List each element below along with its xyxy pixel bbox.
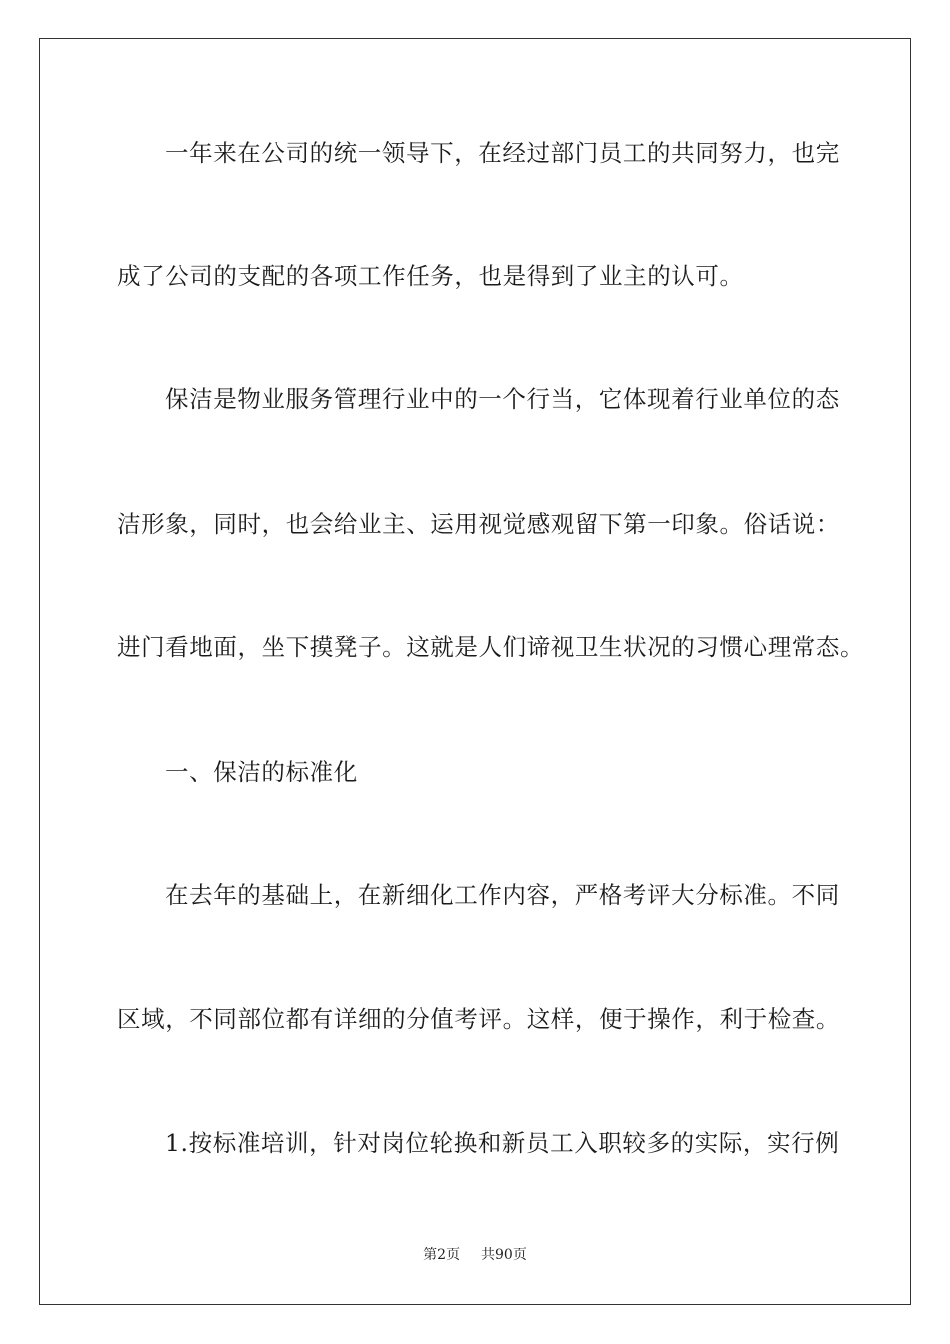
paragraph-line: 1.按标准培训，针对岗位轮换和新员工入职较多的实际，实行例: [165, 1129, 840, 1157]
paragraph-line: 在去年的基础上，在新细化工作内容，严格考评大分标准。不同: [165, 881, 840, 909]
paragraph-line: 区域，不同部位都有详细的分值考评。这样，便于操作，利于检查。: [117, 1005, 840, 1033]
paragraph-line: 保洁是物业服务管理行业中的一个行当，它体现着行业单位的态: [165, 385, 840, 413]
page-total: 共90页: [481, 1247, 527, 1263]
paragraph-line: 一年来在公司的统一领导下，在经过部门员工的共同努力，也完: [165, 139, 840, 167]
section-heading: 一、保洁的标准化: [165, 758, 358, 786]
paragraph-line: 进门看地面，坐下摸凳子。这就是人们谛视卫生状况的习惯心理常态。: [117, 633, 865, 661]
paragraph-line: 洁形象，同时，也会给业主、运用视觉感观留下第一印象。俗话说：: [117, 510, 840, 538]
page-number: 第2页: [423, 1247, 461, 1263]
paragraph-line: 成了公司的支配的各项工作任务，也是得到了业主的认可。: [117, 262, 744, 290]
page-border: [39, 38, 911, 1305]
page-footer: [0, 1246, 950, 1264]
